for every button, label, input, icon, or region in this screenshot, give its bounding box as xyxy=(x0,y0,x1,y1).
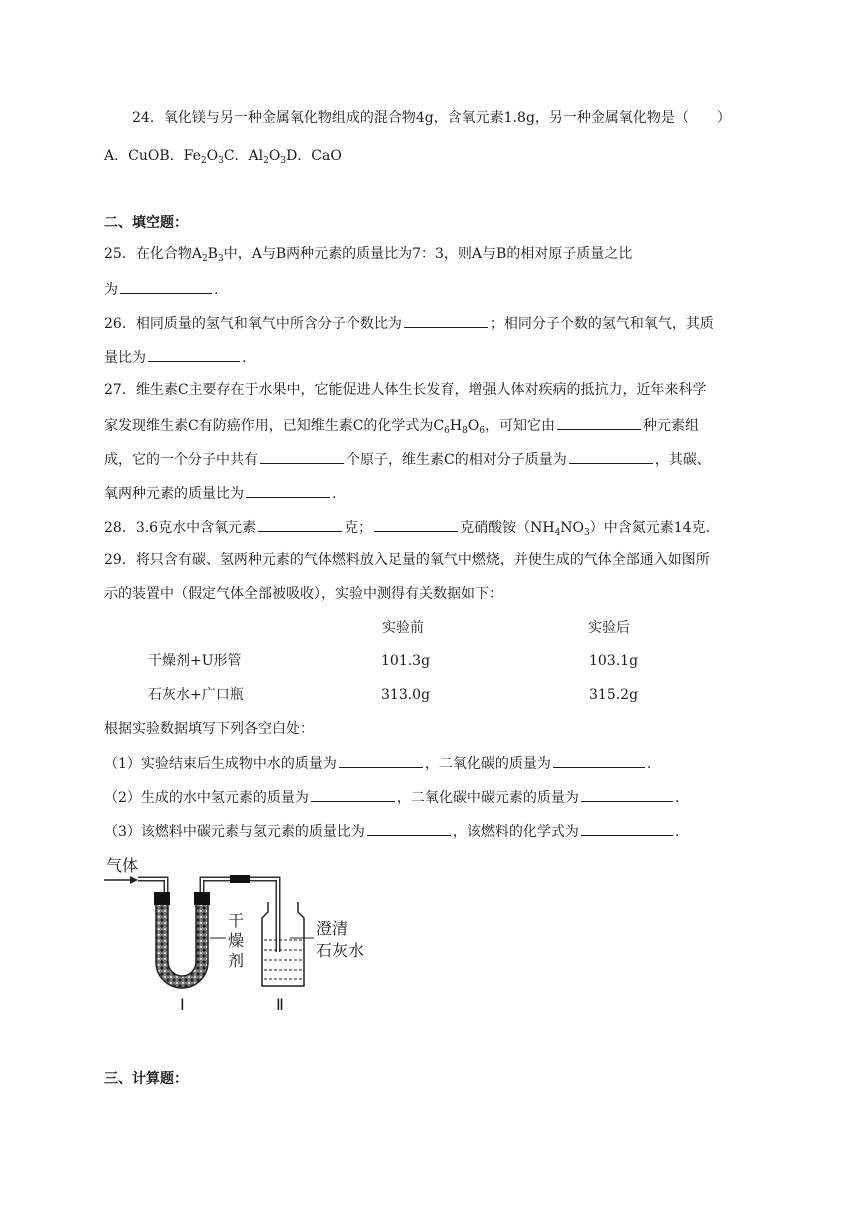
answer-blank[interactable] xyxy=(374,516,458,532)
answer-blank[interactable] xyxy=(260,448,344,464)
table-row-label: 石灰水+广口瓶 xyxy=(148,687,244,703)
q27-line2: 家发现维生素C有防癌作用，已知维生素C的化学式为$C_6H_8O_6$，可知它由 种元素组 xyxy=(104,414,699,436)
q29-sub3: （3）该燃料中碳元素与氢元素的质量比为 ，该燃料的化学式为 . xyxy=(104,820,679,842)
q24-stem: 24．氧化镁与另一种金属氧化物组成的混合物4g，含氧元素1.8g，另一种金属氧化物是（ ） xyxy=(132,110,731,126)
answer-blank[interactable] xyxy=(258,516,342,532)
section-3-title: 三、计算题： xyxy=(104,1071,188,1087)
section-2-title: 二、填空题： xyxy=(104,215,188,231)
label-apparatus-1: Ⅰ xyxy=(180,995,185,1014)
table-cell: 101.3g xyxy=(381,653,431,669)
answer-blank[interactable] xyxy=(581,820,673,836)
stopper-right xyxy=(194,892,210,905)
q29-sub1: （1）实验结束后生成物中水的质量为 ，二氧化碳的质量为 . xyxy=(104,752,651,774)
table-header-before: 实验前 xyxy=(382,620,424,636)
table-cell: 103.1g xyxy=(589,653,639,669)
drying-label: 干 xyxy=(228,911,245,930)
q29-instruction: 根据实验数据填写下列各空白处： xyxy=(104,721,314,737)
q29-line2: 示的装置中（假定气体全部被吸收），实验中测得有关数据如下： xyxy=(104,586,503,602)
rubber-joint xyxy=(230,875,250,883)
answer-blank[interactable] xyxy=(557,414,641,430)
table-row-label: 干燥剂+U形管 xyxy=(148,653,242,669)
stopper-left xyxy=(154,892,170,905)
q24-options xyxy=(104,146,342,166)
gas-label: 气体 xyxy=(106,856,139,875)
option-c: C．$Al_2O_3$ xyxy=(223,148,287,166)
table-cell: 315.2g xyxy=(589,687,639,703)
q25-line2: 为 . xyxy=(104,278,218,300)
q27-line3: 成，它的一个分子中共有 个原子，维生素C的相对分子质量为 ，其碳、 xyxy=(104,448,711,470)
q28-line: 28．3.6克水中含氧元素 克； 克硝酸铵$(NH_4NO_3)$中含氮元素14克. xyxy=(104,516,710,538)
answer-blank[interactable] xyxy=(569,448,653,464)
limewater-label: 澄清 xyxy=(316,919,349,938)
table-header-after: 实验后 xyxy=(588,620,630,636)
table-cell: 313.0g xyxy=(381,687,431,703)
label-apparatus-2: Ⅱ xyxy=(276,995,284,1014)
limewater-label: 石灰水 xyxy=(316,941,365,960)
wide-mouth-bottle xyxy=(262,902,304,986)
apparatus-figure xyxy=(100,852,368,1018)
answer-blank[interactable] xyxy=(367,820,451,836)
q29-sub2: （2）生成的水中氢元素的质量为 ，二氧化碳中碳元素的质量为 . xyxy=(104,786,679,808)
option-b: B．$Fe_2O_3$ xyxy=(159,148,224,166)
q27-line4: 氧两种元素的质量比为 . xyxy=(104,482,336,504)
q26-line2: 量比为 . xyxy=(104,346,246,368)
apparatus-diagram xyxy=(100,852,368,1018)
q27-line1: 27．维生素C主要存在于水果中，它能促进人体生长发育，增强人体对疾病的抵抗力，近年来科学 xyxy=(104,382,707,398)
answer-blank[interactable] xyxy=(581,786,673,802)
q26-line1: 26．相同质量的氢气和氧气中所含分子个数比为 ；相同分子个数的氢气和氧气，其质 xyxy=(104,312,714,334)
q29-line1: 29．将只含有碳、氢两种元素的气体燃料放入足量的氧气中燃烧，并使生成的气体全部通入如图所 xyxy=(104,552,710,568)
option-a: A．CuO xyxy=(104,148,160,164)
drying-label: 剂 xyxy=(228,951,245,970)
answer-blank[interactable] xyxy=(311,786,395,802)
q25-line1: 25．在化合物$A_2B_3$中，A与B两种元素的质量比为7：3，则A与B的相对原子质量之比 xyxy=(104,246,633,264)
answer-blank[interactable] xyxy=(148,346,240,362)
drying-label: 燥 xyxy=(228,931,245,950)
answer-blank[interactable] xyxy=(339,752,423,768)
answer-blank[interactable] xyxy=(120,278,212,294)
option-d: D．CaO xyxy=(286,148,342,164)
answer-blank[interactable] xyxy=(404,312,488,328)
answer-blank[interactable] xyxy=(553,752,645,768)
gas-arrow-icon xyxy=(104,876,138,884)
answer-blank[interactable] xyxy=(246,482,330,498)
u-tube xyxy=(154,892,210,988)
